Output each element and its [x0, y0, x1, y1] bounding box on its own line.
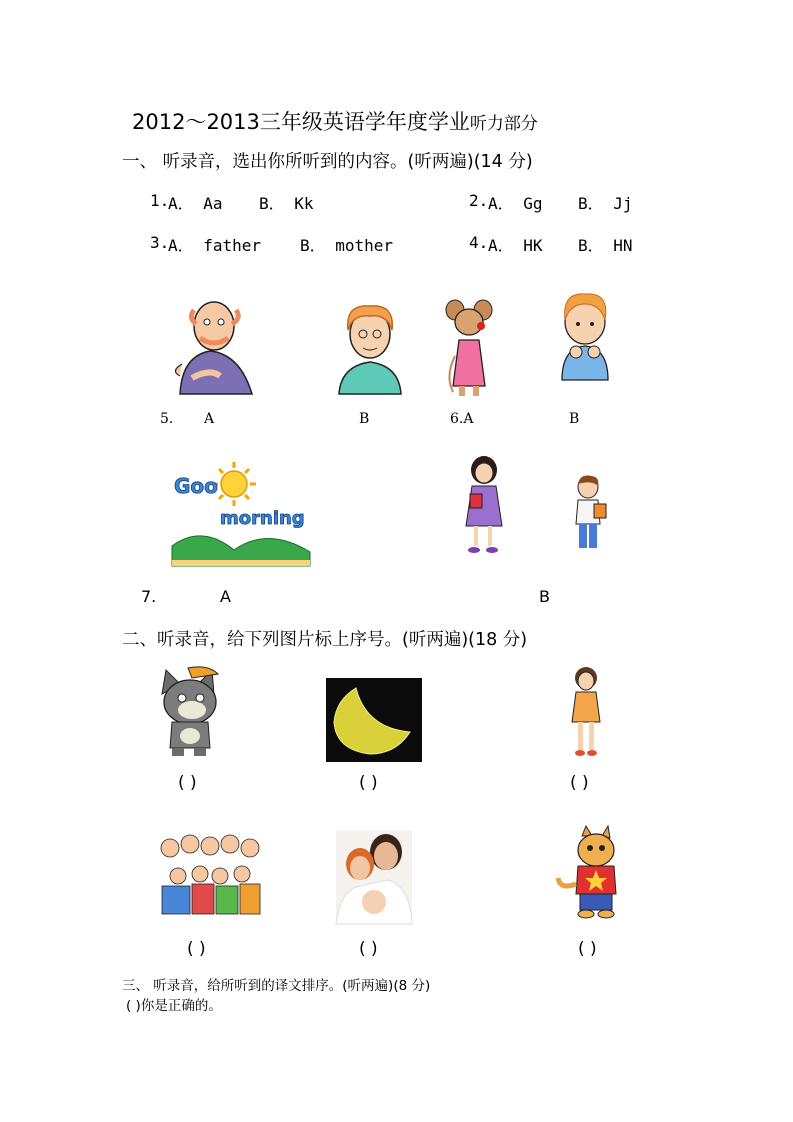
page-title: [132, 106, 538, 136]
section3-heading: 三、 听录音，给所听到的译文排序。(听两遍)(8 分): [122, 978, 431, 994]
title-main: 2012～2013三年级英语学年度学业: [132, 110, 470, 134]
q6-label-b: B: [569, 411, 580, 427]
q5-num: 5.: [160, 411, 174, 427]
q2-option-b: B． Jj: [578, 194, 633, 213]
paren-2[interactable]: ( ): [359, 773, 378, 793]
wolf-icon: [152, 664, 232, 760]
paren-1[interactable]: ( ): [178, 773, 197, 793]
title-suffix: 听力部分: [469, 114, 538, 134]
section1-heading: 一、 听录音，选出你所听到的内容。(听两遍)(14 分): [122, 152, 533, 172]
cat-icon: [556, 824, 626, 920]
family-icon: [336, 830, 412, 924]
paren-5[interactable]: ( ): [359, 939, 378, 959]
good-text: Goo: [174, 474, 218, 498]
boy-with-bag-icon: [570, 474, 610, 554]
q2-num: 2.: [469, 191, 489, 210]
q6-label-a: 6.A: [450, 411, 474, 427]
girl-icon: [566, 666, 606, 758]
good-morning-icon: [172, 458, 312, 568]
q4-option-b: B． HN: [578, 236, 633, 255]
section2-heading: 二、听录音，给下列图片标上序号。(听两遍)(18 分): [122, 630, 528, 650]
q3-option-a: A． father: [168, 236, 262, 255]
moon-icon: [326, 678, 422, 762]
q4-option-a: A． HK: [488, 236, 543, 255]
q7-num: 7.: [141, 587, 157, 606]
grandfather-icon: [170, 296, 260, 396]
q5-label-a: A: [204, 411, 215, 427]
q4-num: 4.: [469, 233, 489, 252]
q1-num: 1.: [150, 191, 170, 210]
q1-option-a: A． Aa: [168, 194, 223, 213]
q7-label-b: B: [539, 587, 550, 606]
paren-3[interactable]: ( ): [570, 773, 589, 793]
morning-text: morning: [220, 508, 305, 529]
boy-icon: [556, 290, 614, 382]
paren-4[interactable]: ( ): [187, 939, 206, 959]
paren-6[interactable]: ( ): [578, 939, 597, 959]
crowd-icon: [156, 830, 262, 916]
grandmother-icon: [335, 296, 405, 396]
q1-option-b: B． Kk: [259, 194, 314, 213]
q3-num: 3.: [150, 233, 170, 252]
mouse-icon: [445, 296, 495, 398]
sun-icon: [212, 462, 256, 506]
girl-with-book-icon: [458, 454, 508, 554]
section3-line-1: ( )你是正确的。: [126, 998, 222, 1014]
q7-label-a: A: [220, 587, 231, 606]
q3-option-b: B． mother: [300, 236, 394, 255]
q2-option-a: A． Gg: [488, 194, 543, 213]
q5-label-b: B: [359, 411, 370, 427]
